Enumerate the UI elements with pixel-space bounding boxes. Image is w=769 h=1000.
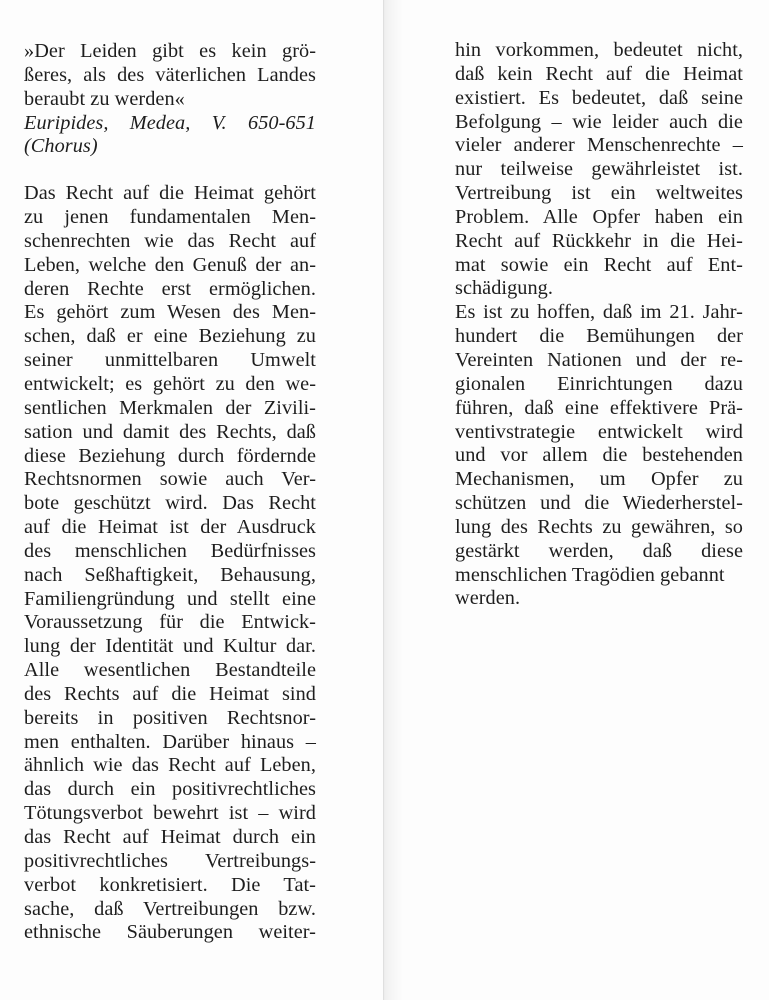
text-line: Befolgung – wie leider auch die bbox=[455, 110, 743, 133]
text-line: menschlichen Tragödien gebannt bbox=[455, 563, 725, 586]
epigraph-source bbox=[24, 112, 316, 160]
text-line: sache, daß Vertreibungen bzw. bbox=[24, 897, 316, 920]
text-line: mat sowie ein Recht auf Ent- bbox=[455, 253, 743, 276]
text-line: lung des Rechts zu gewähren, so bbox=[455, 515, 743, 538]
text-line: schenrechten wie das Recht auf bbox=[24, 229, 316, 252]
text-line: Es gehört zum Wesen des Men- bbox=[24, 301, 316, 324]
text-line: nach Seßhaftigkeit, Behausung, bbox=[24, 563, 316, 586]
text-line: ethnische Säuberungen weiter- bbox=[24, 921, 316, 944]
text-line: existiert. Es bedeutet, daß seine bbox=[455, 86, 743, 109]
epigraph-line: »Der Leiden gibt es kein grö- bbox=[24, 40, 316, 62]
text-line: auf die Heimat ist der Ausdruck bbox=[24, 516, 316, 539]
text-line: deren Rechte erst ermöglichen. bbox=[24, 277, 316, 300]
text-line: lung der Identität und Kultur dar. bbox=[24, 635, 316, 658]
text-line: schen, daß er eine Beziehung zu bbox=[24, 325, 316, 348]
text-line: ventivstrategie entwickelt wird bbox=[455, 420, 743, 443]
right-paragraph-2 bbox=[455, 301, 743, 611]
text-line: entwickelt; es gehört zu den we- bbox=[24, 372, 316, 395]
left-column-body bbox=[24, 182, 316, 945]
text-line: des menschlichen Bedürfnisses bbox=[24, 539, 316, 562]
epigraph-line: ßeres, als des väterlichen Landes bbox=[24, 63, 316, 86]
text-line: werden. bbox=[455, 587, 521, 610]
text-line: hin vorkommen, bedeutet nicht, bbox=[455, 39, 743, 61]
text-line: Es ist zu hoffen, daß im 21. Jahr- bbox=[455, 301, 743, 324]
text-line: Leben, welche den Genuß der an- bbox=[24, 253, 316, 276]
text-line: bote geschützt wird. Das Recht bbox=[24, 492, 316, 515]
text-line: das durch ein positivrechtliches bbox=[24, 778, 316, 801]
text-line: verbot konkretisiert. Die Tat- bbox=[24, 873, 316, 896]
text-line: Das Recht auf die Heimat gehört bbox=[24, 182, 316, 205]
text-line: schädigung. bbox=[455, 277, 553, 300]
page-fold-shadow bbox=[385, 0, 403, 1000]
text-line: sation und damit des Rechts, daß bbox=[24, 420, 316, 443]
text-line: zu jenen fundamentalen Men- bbox=[24, 206, 316, 229]
epigraph-line: beraubt zu werden« bbox=[24, 87, 185, 110]
text-line: nur teilweise gewährleistet ist. bbox=[455, 158, 743, 181]
text-line: men enthalten. Darüber hinaus – bbox=[24, 730, 316, 753]
text-line: Vertreibung ist ein weltweites bbox=[455, 182, 743, 205]
text-line: Mechanismen, um Opfer zu bbox=[455, 468, 743, 491]
text-line: Alle wesentlichen Bestandteile bbox=[24, 659, 316, 682]
epigraph-source-line: Euripides, Medea, V. 650-651 bbox=[24, 111, 316, 134]
paragraph-gap bbox=[24, 159, 316, 182]
text-line: vieler anderer Menschenrechte – bbox=[455, 134, 743, 157]
text-line: bereits in positiven Rechtsnor- bbox=[24, 706, 316, 729]
right-column bbox=[455, 39, 743, 611]
right-paragraph-1 bbox=[455, 39, 743, 301]
text-line: des Rechts auf die Heimat sind bbox=[24, 682, 316, 705]
text-line: führen, daß eine effektivere Prä- bbox=[455, 396, 743, 419]
text-line: Familiengründung und stellt eine bbox=[24, 587, 316, 610]
text-line: gestärkt werden, daß diese bbox=[455, 539, 743, 562]
text-line: und vor allem die bestehenden bbox=[455, 444, 743, 467]
text-line: das Recht auf Heimat durch ein bbox=[24, 826, 316, 848]
text-line: positivrechtliches Vertreibungs- bbox=[24, 849, 316, 872]
epigraph-source-line: (Chorus) bbox=[24, 135, 98, 158]
text-line: ähnlich wie das Recht auf Leben, bbox=[24, 754, 316, 777]
epigraph-quote bbox=[24, 40, 316, 112]
left-column bbox=[24, 40, 316, 945]
text-line: seiner unmittelbaren Umwelt bbox=[24, 349, 316, 372]
text-line: hundert die Bemühungen der bbox=[455, 325, 743, 348]
text-line: Vereinten Nationen und der re- bbox=[455, 348, 743, 371]
text-line: Rechtsnormen sowie auch Ver- bbox=[24, 468, 316, 491]
text-line: Problem. Alle Opfer haben ein bbox=[455, 205, 743, 228]
text-line: daß kein Recht auf die Heimat bbox=[455, 62, 743, 85]
text-line: Voraussetzung für die Entwick- bbox=[24, 611, 316, 634]
text-line: Tötungsverbot bewehrt ist – wird bbox=[24, 802, 316, 825]
text-line: diese Beziehung durch fördernde bbox=[24, 444, 316, 467]
text-line: sentlichen Merkmalen der Zivili- bbox=[24, 396, 316, 419]
text-line: schützen und die Wiederherstel- bbox=[455, 492, 743, 515]
text-line: gionalen Einrichtungen dazu bbox=[455, 372, 743, 395]
text-line: Recht auf Rückkehr in die Hei- bbox=[455, 229, 743, 252]
